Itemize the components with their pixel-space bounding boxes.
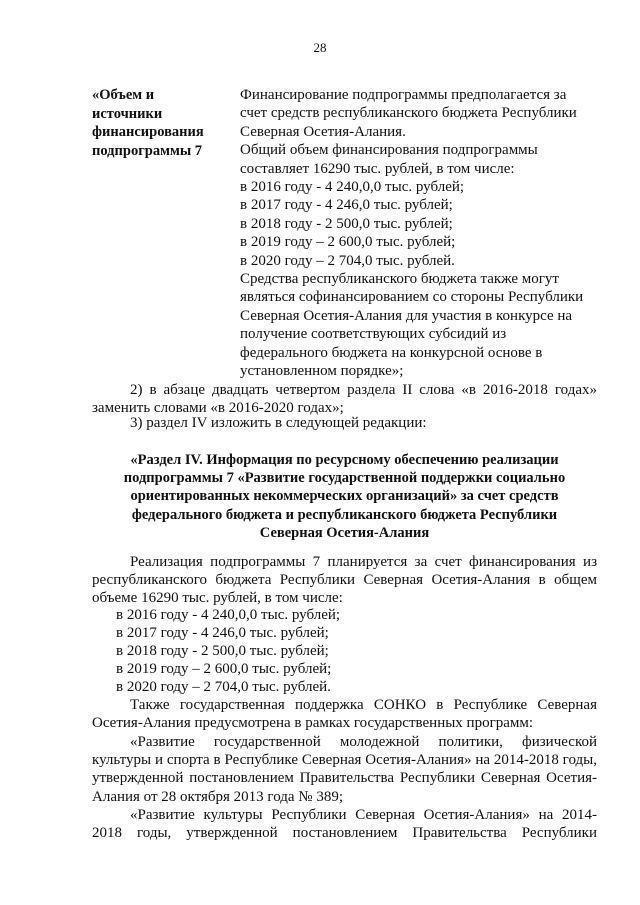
passport-text-line: Средства республиканского бюджета также могут [240,271,559,288]
passport-text [240,86,602,381]
year-line: в 2019 году – 2 600,0 тыс. рублей; [116,661,332,677]
amendment-item-3: 3) раздел IV изложить в следующей редакции: [130,415,427,431]
passport-text-line: Северная Осетия-Алания для участия в конкурсе на [240,307,573,324]
passport-text-line: являться софинансированием со стороны Республики [240,289,584,306]
amendment-item-2: 2) в абзаце двадцать четвертом раздела II слова «в 2016-2018 годах» заменить словами «в 2016-2020 годах»; [92,382,597,417]
passport-text-line: в 2017 году - 4 246,0 тыс. рублей; [240,197,453,214]
year-line: в 2018 году - 2 500,0 тыс. рублей; [116,643,329,659]
passport-text-line: установленном порядке»; [240,363,404,380]
passport-text-line: в 2016 году - 4 240,0,0 тыс. рублей; [240,179,465,196]
section-heading [92,451,597,542]
heading-line: федерального бюджета и республиканского бюджета Республики [131,506,558,523]
passport-text-line: Финансирование подпрограммы предполагается за [240,87,567,103]
year-line: в 2016 году - 4 240,0,0 тыс. рублей; [116,607,341,623]
year-line: в 2017 году - 4 246,0 тыс. рублей; [116,625,329,641]
passport-label-line: финансирования [92,124,204,140]
passport-label-line: источники [92,105,163,122]
heading-line: Северная Осетия-Алания [259,524,430,541]
passport-label-line: подпрограммы 7 [92,142,203,159]
passport-row [92,86,602,381]
heading-line: «Раздел IV. Информация по ресурсному обеспечению реализации [130,452,559,468]
passport-text-line: получение соответствующих субсидий из [240,326,507,343]
body-paragraph: «Развитие государственной молодежной политики, физической культуры и спорта в Республике Северная Осетия-Алания» на 2014-2018 годы, утвержденной постановлением Правительства Республики Северная Осетия-Алания от 28 октября 2013 года № 389; [92,734,597,805]
passport-label [92,86,240,381]
passport-text-line: федерального бюджета на конкурсной основе в [240,344,543,361]
passport-text-line: Общий объем финансирования подпрограммы [240,142,538,159]
body-paragraph: Также государственная поддержка СОНКО в Республике Северная Осетия-Алания предусмотрена в рамках государственных программ: [92,697,597,732]
passport-text-line: составляет 16290 тыс. рублей, в том числе: [240,160,515,177]
heading-line: ориентированных некоммерческих организаций» за счет средств [130,488,559,505]
heading-line: подпрограммы 7 «Развитие государственной поддержки социально [123,470,566,487]
passport-text-line: Северная Осетия-Алания. [240,123,406,140]
passport-text-line: в 2019 году – 2 600,0 тыс. рублей; [240,234,456,251]
page-number: 28 [313,40,327,55]
passport-text-line: в 2020 году – 2 704,0 тыс. рублей. [240,252,455,269]
year-line: в 2020 году – 2 704,0 тыс. рублей. [116,679,331,695]
passport-label-line: «Объем и [92,87,155,103]
body-paragraph: «Развитие культуры Республики Северная Осетия-Алания» на 2014-2018 годы, утвержденной постановлением Правительства Республики [92,807,597,842]
passport-text-line: счет средств республиканского бюджета Республики [240,105,577,122]
passport-text-line: в 2018 году - 2 500,0 тыс. рублей; [240,215,453,232]
body-paragraph: Реализация подпрограммы 7 планируется за счет финансирования из республиканского бюджета Республики Северная Осетия-Алания в общем объеме 16290 тыс. рублей, в том числе: [92,554,597,607]
